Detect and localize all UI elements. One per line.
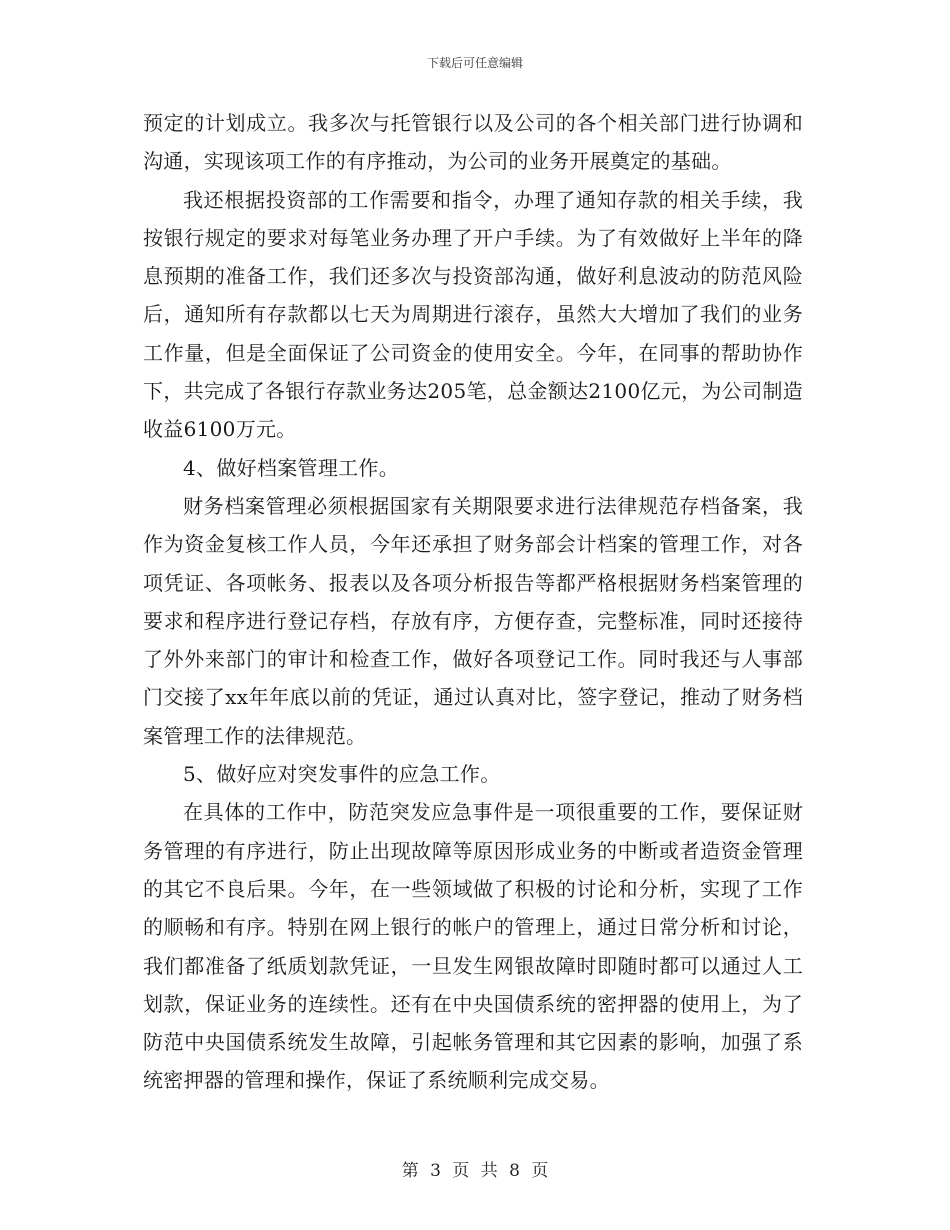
paragraph-archives: 财务档案管理必须根据国家有关期限要求进行法律规范存档备案，我作为资金复核工作人员，今年还承担了财务部会计档案的管理工作，对各项凭证、各项帐务、报表以及各项分析报告等都严格根据财务档案管理的要求和程序进行登记存档，存放有序，方便存查，完整标准，同时还接待了外外来部门的审计和检查工作，做好各项登记工作。同时我还与人事部门交接了xx年年底以前的凭证，通过认真对比，签字登记，推动了财务档案管理工作的法律规范。 <box>143 493 803 748</box>
paragraph-continuation: 预定的计划成立。我多次与托管银行以及公司的各个相关部门进行协调和沟通，实现该项工作的有序推动，为公司的业务开展奠定的基础。 <box>143 111 803 174</box>
paragraph-emergency: 在具体的工作中，防范突发应急事件是一项很重要的工作，要保证财务管理的有序进行，防止出现故障等原因形成业务的中断或者造资金管理的其它不良后果。今年，在一些领域做了积极的讨论和分析，实现了工作的顺畅和有序。特别在网上银行的帐户的管理上，通过日常分析和讨论，我们都准备了纸质划款凭证，一旦发生网银故障时即随时都可以通过人工划款，保证业务的连续性。还有在中央国债系统的密押器的使用上，为了防范中央国债系统发生故障，引起帐务管理和其它因素的影响，加强了系统密押器的管理和操作，保证了系统顺利完成交易。 <box>143 800 803 1093</box>
section-heading-archives: 4、做好档案管理工作。 <box>183 455 400 480</box>
header-note: 下载后可任意编辑 <box>426 56 523 70</box>
page-number-footer: 第 3 页 共 8 页 <box>401 1161 549 1181</box>
document-body <box>143 104 803 1100</box>
section-heading-emergency: 5、做好应对突发事件的应急工作。 <box>183 762 501 787</box>
paragraph-notice-deposits: 我还根据投资部的工作需要和指令，办理了通知存款的相关手续，我按银行规定的要求对每笔业务办理了开户手续。为了有效做好上半年的降息预期的准备工作，我们还多次与投资部沟通，做好利息波动的防范风险后，通知所有存款都以七天为周期进行滚存，虽然大大增加了我们的业务工作量，但是全面保证了公司资金的使用安全。今年，在同事的帮助协作下，共完成了各银行存款业务达205笔，总金额达2100亿元，为公司制造收益6100万元。 <box>143 187 803 442</box>
